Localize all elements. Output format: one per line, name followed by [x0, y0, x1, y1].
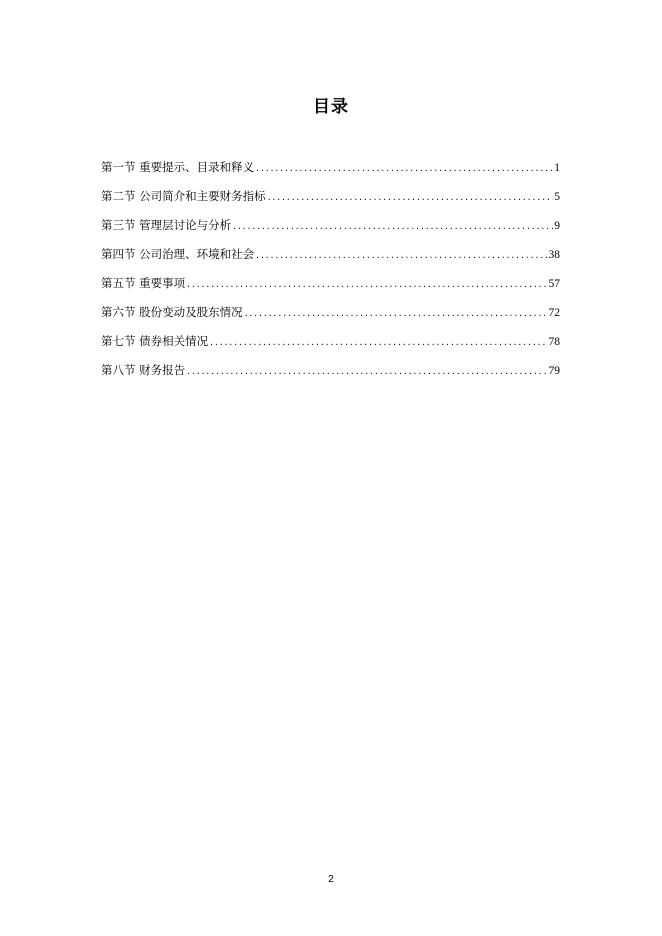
- toc-item-page: 57: [548, 278, 560, 290]
- toc-item-7[interactable]: [101, 332, 560, 351]
- toc-item-6[interactable]: [101, 303, 560, 322]
- toc-item-label: 第四节 公司治理、环境和社会: [101, 247, 255, 261]
- toc-item-page: 78: [548, 336, 560, 348]
- toc-item-3[interactable]: [101, 216, 560, 235]
- toc-item-label: 第三节 管理层讨论与分析: [101, 218, 232, 232]
- toc-item-page: 72: [548, 307, 560, 319]
- toc-item-label: 第二节 公司简介和主要财务指标: [101, 189, 266, 203]
- page-number: 2: [328, 874, 334, 885]
- toc-item-label: 第七节 债券相关情况: [101, 334, 209, 348]
- toc-item-5[interactable]: [101, 274, 560, 293]
- toc-dot-leader: [244, 304, 548, 323]
- toc-item-page: 5: [554, 191, 560, 203]
- toc-dot-leader: [232, 217, 553, 236]
- toc-dot-leader: [255, 246, 547, 265]
- toc-item-label: 第一节 重要提示、目录和释义: [101, 160, 255, 174]
- toc-item-8[interactable]: [101, 361, 560, 380]
- toc-item-label: 第八节 财务报告: [101, 363, 186, 377]
- toc-dot-leader: [209, 333, 547, 352]
- toc-dot-leader: [267, 188, 554, 207]
- toc-dot-leader: [186, 275, 547, 294]
- toc-item-2[interactable]: [101, 187, 560, 206]
- page-title: 目录: [313, 97, 349, 117]
- toc-item-label: 第六节 股份变动及股东情况: [101, 305, 243, 319]
- toc-item-4[interactable]: [101, 245, 560, 264]
- toc-item-page: 38: [548, 249, 560, 261]
- toc-dot-leader: [255, 159, 553, 178]
- table-of-contents: [101, 158, 560, 390]
- toc-item-page: 79: [548, 365, 560, 377]
- toc-item-label: 第五节 重要事项: [101, 276, 186, 290]
- toc-item-page: 9: [554, 220, 560, 232]
- toc-item-1[interactable]: [101, 158, 560, 177]
- toc-item-page: 1: [554, 162, 560, 174]
- toc-dot-leader: [186, 362, 547, 381]
